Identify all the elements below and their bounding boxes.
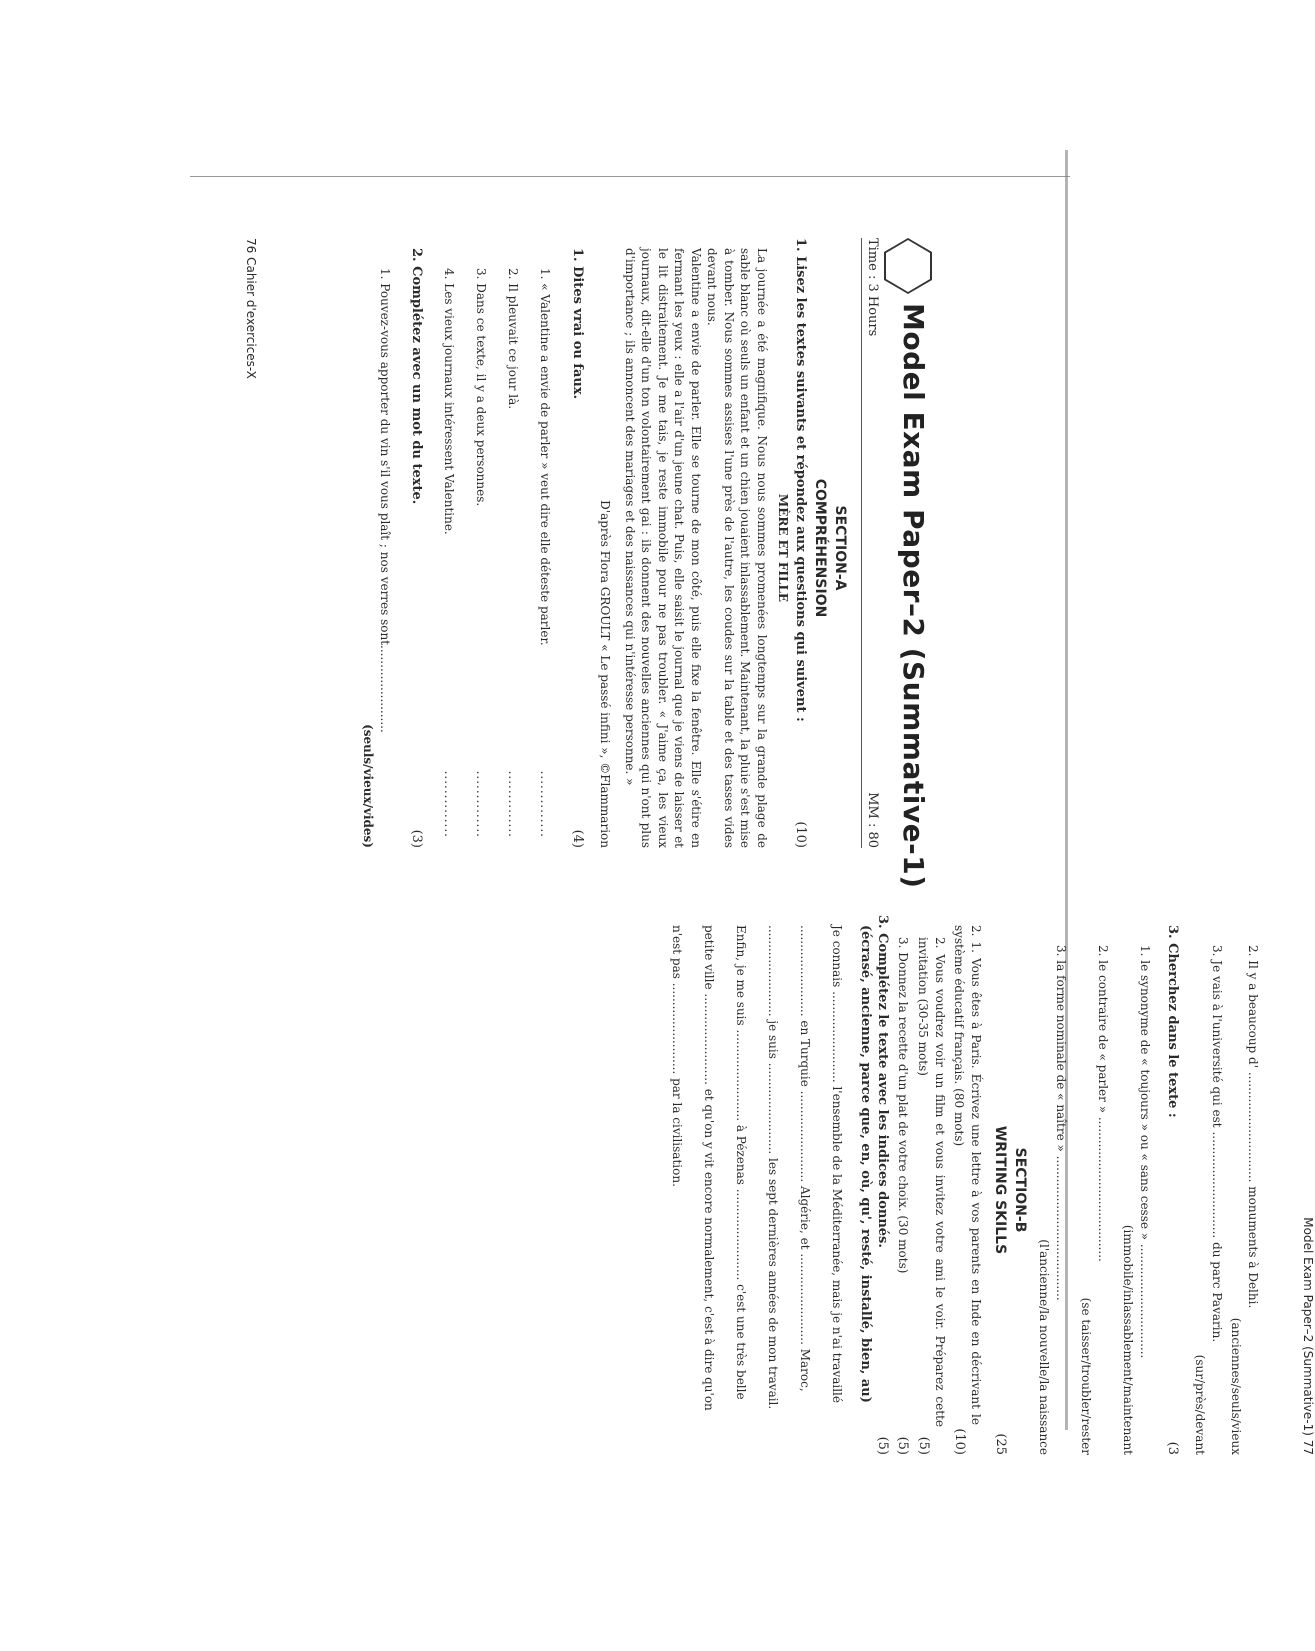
tf-item-1: 1. « Valentine a envie de parler » veut dire elle déteste parler. <box>538 268 552 646</box>
text-source: D'après Flora GROULT « Le passé infini », ©Flammarion <box>598 500 612 848</box>
exam-time: Time : 3 Hours <box>865 238 880 337</box>
subquestion-2-marks: (3) <box>409 829 424 848</box>
writing-item-3: 3. Donnez la recette d'un plat de votre choix. (30 mots) <box>896 937 910 1274</box>
tf-item-3: 3. Dans ce texte, il y a deux personnes. <box>474 268 488 507</box>
page-top-line <box>190 176 1070 177</box>
section-b-subtitle: WRITING SKILLS <box>992 1125 1008 1255</box>
page-footer-77: Model Exam Paper–2 (Summative-1) 77 <box>1301 1217 1315 1455</box>
cloze-line-2: ........................ en Turquie ........................ Algérie, et ........................ Maroc, <box>798 925 812 1392</box>
fill-item-3-hint: (sur/près/devant <box>1193 1354 1207 1455</box>
page-76 <box>170 238 930 889</box>
search-item-2-hint: (se taisser/troubler/rester <box>1079 1297 1093 1455</box>
search-item-2: 2. le contraire de « parler » ...................................... <box>1096 945 1110 1262</box>
page-footer-76: 76 Cahier d'exercices-X <box>244 238 258 379</box>
fill-item-1: 1. Pouvez-vous apporter du vin s'il vous plaît ; nos verres sont....................... <box>378 268 392 733</box>
fill-item-2-hint: (anciennes/seuls/vieux <box>1229 1317 1243 1455</box>
cloze-line-5: petite ville ........................ et qu'on y vit encore normalement, c'est à dire qu'on <box>702 925 716 1411</box>
cloze-line-1: Je connais ........................ l'ensemble de la Méditerranée, mais je n'ai travaillé <box>830 925 844 1403</box>
fill-item-3: 3. Je vais à l'université qui est ............................ du parc Pavarin. <box>1210 945 1224 1343</box>
paragraph-2: Valentine a envie de parler. Elle se tourne de mon côté, puis elle fixe la fenêtre. Elle s'étire en fermant les yeux : elle a l'air d'un jeune chat. Puis, elle saisit le journal que je viens de laisser et le lit distraitement. Je me tais, je reste immobile pour ne pas troubler. « J'aime ça, les vieux journaux, dit-elle d'un ton volontairement gai : ils donnent des nouvelles anciennes qui n'ont plus d'importance ; ils annoncent des mariages et des naissances qui n'intéresse personne. » <box>623 248 703 848</box>
tf-blank-4: .............. <box>442 770 456 838</box>
search-item-1-hint: (immobile/inlassablement/maintenant <box>1121 1224 1135 1455</box>
cloze-line-3: ........................ je suis ........................ les sept dernières années de mon travail. <box>766 925 780 1410</box>
question-1-marks: (10) <box>793 821 808 848</box>
paragraph-1: La journée a été magnifique. Nous nous sommes promenées longtemps sur la grande plage de sable blanc où seuls un enfant et un chien jouaient inlassablement. Maintenant, la pluie s'est mise à tomber. Nous sommes assises l'une près de l'autre, les coudes sur la table et des tasses vides devant nous. <box>705 248 769 848</box>
cloze-line-6: n'est pas ........................ par la civilisation. <box>670 925 684 1187</box>
search-item-1: 1. le synonyme de « toujours » ou « sans cesse » .............................. <box>1138 945 1152 1359</box>
search-item-3: 3. la forme nominale de « naître » ...................................... <box>1054 945 1068 1301</box>
section-b-marks: (25 <box>993 1433 1008 1455</box>
tf-blank-1: .............. <box>538 770 552 838</box>
subquestion-3-marks: (3 <box>1165 1441 1180 1455</box>
cloze-line-4: Enfin, je me suis ........................ à Pézenas ........................ c'est une très belle <box>734 925 748 1400</box>
section-a-heading: SECTION-A <box>832 505 848 591</box>
search-item-3-hint: (l'ancienne/la nouvelle/la naissance <box>1037 1239 1051 1455</box>
writing-item-2-marks: (5) <box>916 1436 931 1455</box>
writing-item-1-marks: (10) <box>952 1428 967 1455</box>
page-title: Model Exam Paper–2 (Summative-1) <box>897 303 930 889</box>
writing-item-3-marks: (5) <box>895 1436 910 1455</box>
tf-item-4: 4. Les vieux journaux intéressent Valentine. <box>442 268 456 535</box>
title-divider <box>861 238 862 848</box>
max-marks: MM : 80 <box>865 792 880 848</box>
question-3-marks: (5) <box>875 1436 890 1455</box>
question-1-heading: 1. Lisez les textes suivants et répondez aux questions qui suivent : <box>793 238 808 722</box>
text-title: MÈRE ET FILLE <box>776 493 790 603</box>
tf-blank-2: .............. <box>506 770 520 838</box>
writing-item-1: 2. 1. Vous êtes à Paris. Écrivez une lettre à vos parents en Inde en décrivant le système éducatif français. (80 mots) <box>952 925 983 1425</box>
fill-item-1-hint: (seuls/vieux/vides) <box>361 724 375 848</box>
question-3-clues: (écrasé, ancienne, parce que, en, où, qu', resté, installé, bien, au) <box>858 925 873 1403</box>
subquestion-1-heading: 1. Dites vrai ou faux. <box>570 248 585 400</box>
tf-item-2: 2. Il pleuvait ce jour là. <box>506 268 520 410</box>
question-3-heading: 3. Complétez le texte avec les indices donnés. <box>875 915 890 1248</box>
section-a-subtitle: COMPRÉHENSION <box>812 478 828 618</box>
page-77 <box>480 915 1315 1455</box>
hexagon-icon <box>884 238 932 294</box>
tf-blank-3: .............. <box>474 770 488 838</box>
fill-item-2: 2. Il y a beaucoup d' ............................. monuments à Delhi. <box>1246 945 1260 1309</box>
subquestion-3-heading: 3. Cherchez dans le texte : <box>1165 925 1180 1118</box>
subquestion-2-heading: 2. Complétez avec un mot du texte. <box>409 248 424 505</box>
section-b-heading: SECTION-B <box>1012 1147 1028 1233</box>
writing-item-2: 2. Vous voudrez voir un film et vous invitez votre ami le voir. Préparez cette invitation (30-35 mots) <box>916 937 947 1427</box>
exam-meta <box>860 238 880 848</box>
subquestion-1-marks: (4) <box>570 829 585 848</box>
